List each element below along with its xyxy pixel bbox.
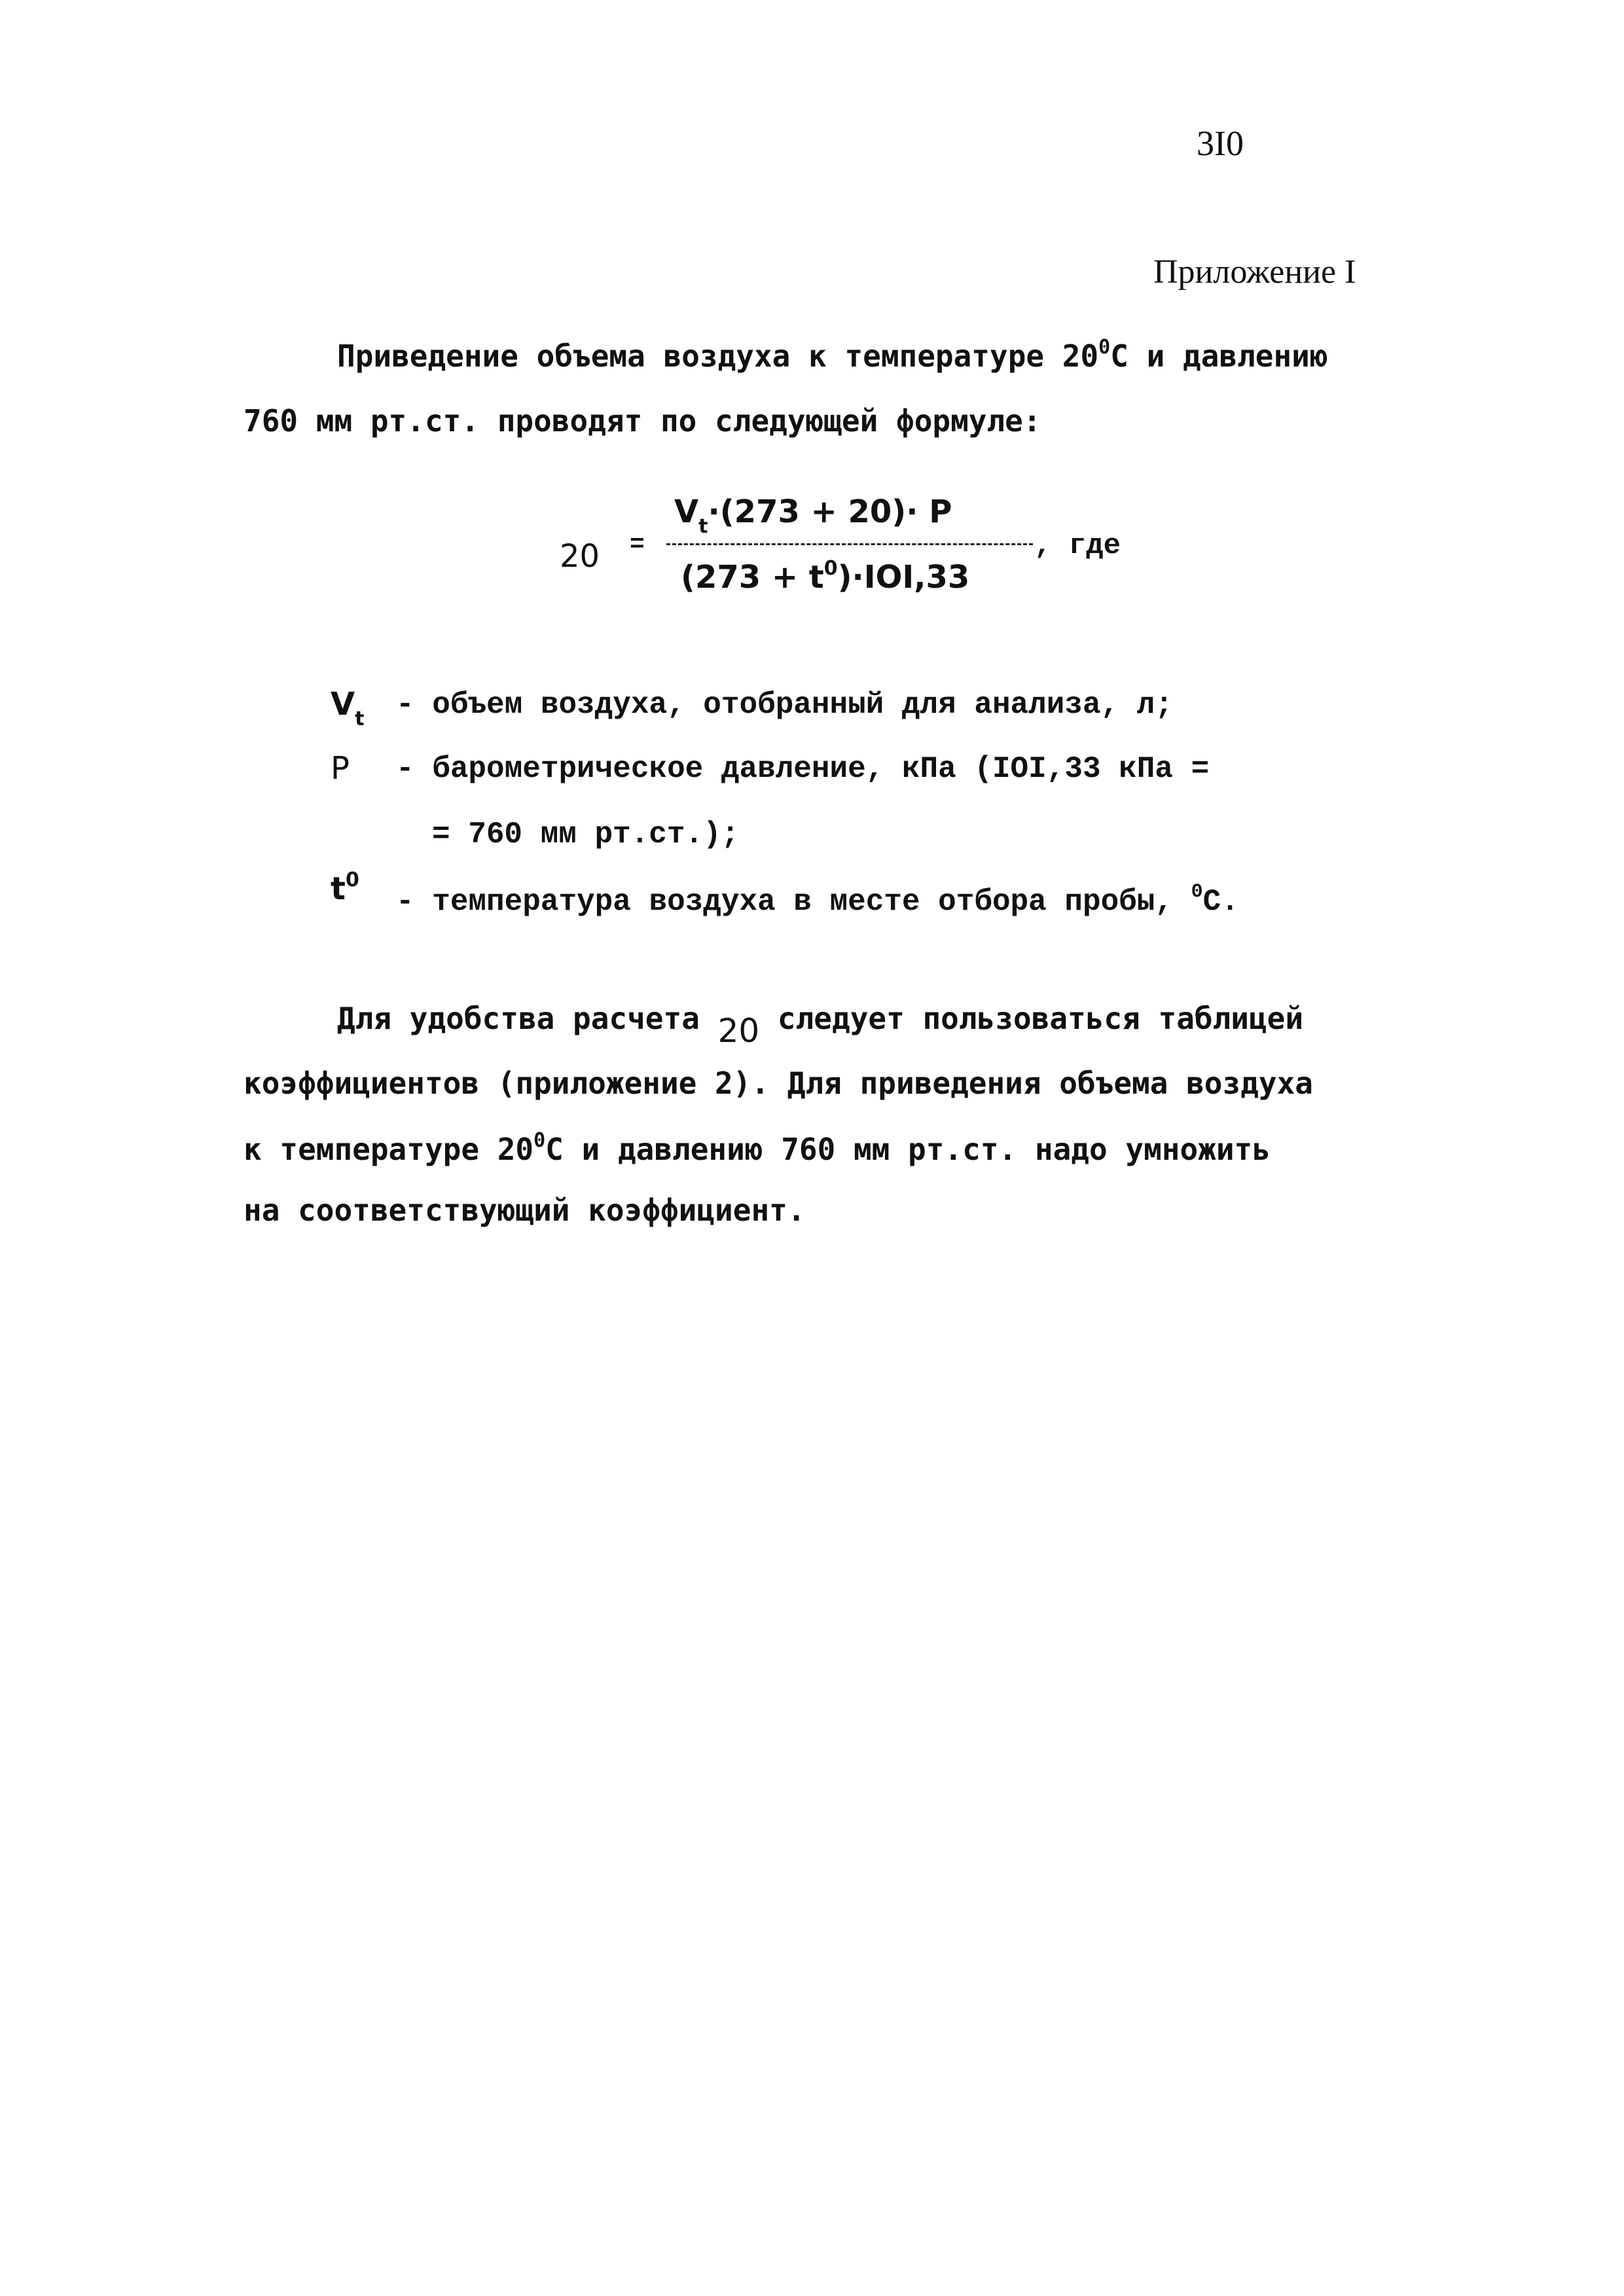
paragraph2-line-2: коэффициентов (приложение 2). Для приведения объема воздуха xyxy=(244,1066,1313,1101)
intro-line-2: 760 мм рт.ст. проводят по следующей формуле: xyxy=(244,403,1041,439)
intro-text: Приведение объема воздуха к температуре 20 xyxy=(337,338,1099,374)
appendix-label: Приложение I xyxy=(1153,253,1356,291)
formula-denominator xyxy=(681,557,970,596)
paragraph2-line-1 xyxy=(337,1001,1304,1050)
fraction-bar xyxy=(666,543,1033,545)
formula-numerator-rest: ·(273 + 20)· P xyxy=(708,493,952,530)
degree-mark: 0 xyxy=(533,1129,546,1152)
intro-line-1 xyxy=(337,336,1328,374)
definition-symbol-p: P xyxy=(331,750,350,787)
paragraph-text: следует пользоваться таблицей xyxy=(759,1001,1304,1036)
formula-equals: = xyxy=(630,531,645,559)
formula-den-b: )·IOI,33 xyxy=(837,559,970,596)
intro-text: С и давлению xyxy=(1110,338,1328,374)
formula-v-subscript: t xyxy=(698,515,708,538)
degree-mark: 0 xyxy=(345,869,359,891)
definition-text-v: - объем воздуха, отобранный для анализа, л; xyxy=(396,688,1173,722)
paragraph-text: к температуре 20 xyxy=(244,1132,534,1167)
paragraph-text: С и давлению 760 мм рт.ст. надо умножить xyxy=(545,1132,1271,1167)
definition-symbol-v xyxy=(331,686,365,730)
formula-lhs: 20 xyxy=(560,538,600,575)
symbol-20: 20 xyxy=(717,1012,760,1050)
degree-mark: 0 xyxy=(823,557,838,580)
symbol-v-subscript: t xyxy=(355,708,365,730)
definition-text-t xyxy=(396,882,1239,917)
formula-v: V xyxy=(674,493,699,530)
symbol-v: V xyxy=(331,686,355,723)
paragraph2-line-4: на соответствующий коэффициент. xyxy=(244,1193,806,1228)
definition-text-p-continued: = 760 мм рт.ст.); xyxy=(432,817,740,852)
degree-mark: 0 xyxy=(1098,336,1111,359)
definition-text: - температура воздуха в месте отбора пробы, xyxy=(396,885,1191,919)
degree-mark: 0 xyxy=(1191,881,1203,903)
paragraph2-line-3 xyxy=(244,1129,1271,1167)
formula-numerator xyxy=(674,493,952,538)
formula-den-a: (273 + t xyxy=(681,559,824,596)
paragraph-text: Для удобства расчета xyxy=(337,1001,718,1036)
definition-text-p: - барометрическое давление, кПа (IOI,33 кПа = xyxy=(396,752,1210,786)
symbol-t: t xyxy=(331,870,346,907)
definition-text: С. xyxy=(1202,885,1239,919)
page-number: 3I0 xyxy=(1197,124,1244,163)
formula-tail: , где xyxy=(1034,529,1121,562)
definition-symbol-t xyxy=(331,870,359,905)
